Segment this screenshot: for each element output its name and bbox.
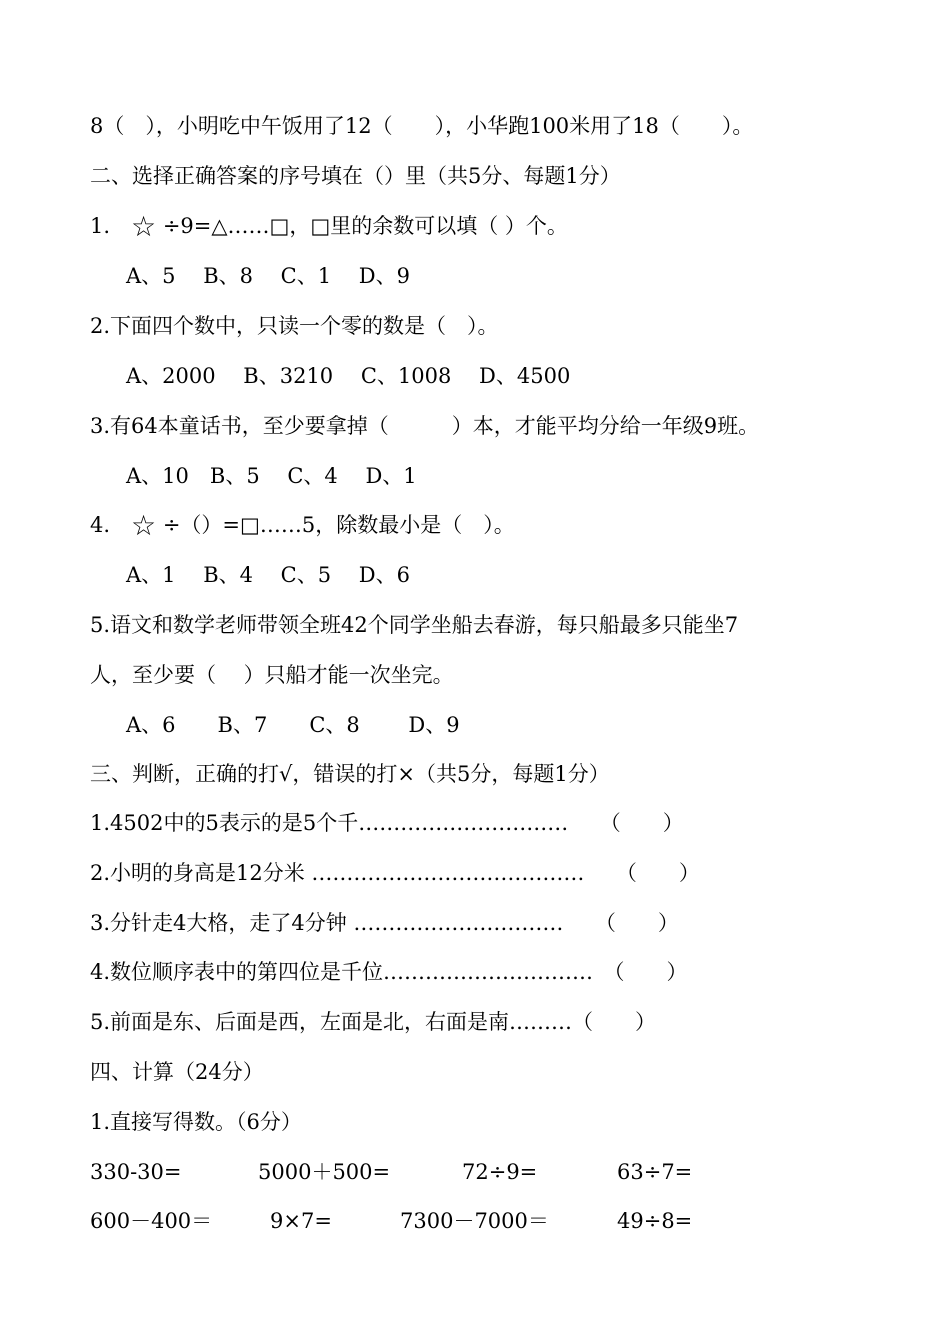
question-1-options: A、5 B、8 C、1 D、9 bbox=[126, 264, 410, 288]
question-2: 2.下面四个数中，只读一个零的数是（ ）。 bbox=[90, 314, 499, 338]
question-1-text: ÷9=△……□，□里的余数可以填（ ）个。 bbox=[156, 214, 568, 238]
judge-1: 1.4502中的5表示的是5个千………………………… （ ） bbox=[90, 811, 684, 835]
calc-row2-item3: 7300－7000＝ bbox=[400, 1209, 549, 1233]
judge-3: 3.分针走4大格，走了4分钟 ………………………… （ ） bbox=[90, 911, 679, 935]
question-3: 3.有64本童话书，至少要拿掉（ ）本，才能平均分给一年级9班。 bbox=[90, 414, 760, 438]
question-5-line-1: 5.语文和数学老师带领全班42个同学坐船去春游，每只船最多只能坐7 bbox=[90, 613, 739, 637]
judge-5: 5.前面是东、后面是西，左面是北，右面是南………（ ） bbox=[90, 1010, 657, 1034]
calc-row2-item1: 600－400＝ bbox=[90, 1209, 213, 1233]
question-1-number: 1. bbox=[90, 214, 132, 238]
question-1 bbox=[90, 211, 568, 242]
calc-title: 1.直接写得数。（6分） bbox=[90, 1110, 302, 1134]
section-2-title: 二、选择正确答案的序号填在（）里（共5分、每题1分） bbox=[90, 164, 621, 188]
star-icon: ☆ bbox=[131, 509, 157, 542]
calc-row1-item3: 72÷9= bbox=[462, 1160, 538, 1184]
section-3-title: 三、判断，正确的打√，错误的打×（共5分，每题1分） bbox=[90, 762, 610, 786]
question-5-options: A、6 B、7 C、8 D、9 bbox=[126, 713, 460, 737]
question-2-options: A、2000 B、3210 C、1008 D、4500 bbox=[126, 364, 571, 388]
question-4-options: A、1 B、4 C、5 D、6 bbox=[126, 563, 410, 587]
question-4-text: ÷（）=□……5，除数最小是（ ）。 bbox=[156, 513, 515, 537]
judge-2: 2.小明的身高是12分米 ………………………………… （ ） bbox=[90, 861, 700, 885]
star-icon: ☆ bbox=[131, 210, 157, 243]
question-4-number: 4. bbox=[90, 513, 132, 537]
line-1: 8（ ），小明吃中午饭用了12（ ），小华跑100米用了18（ ）。 bbox=[90, 114, 754, 138]
calc-row1-item2: 5000＋500= bbox=[258, 1160, 391, 1184]
question-4 bbox=[90, 510, 515, 541]
calc-row1-item1: 330-30= bbox=[90, 1160, 182, 1184]
calc-row2-item4: 49÷8= bbox=[617, 1209, 693, 1233]
section-4-title: 四、计算（24分） bbox=[90, 1060, 264, 1084]
question-3-options: A、10 B、5 C、4 D、1 bbox=[126, 464, 417, 488]
calc-row2-item2: 9×7= bbox=[270, 1209, 332, 1233]
calc-row1-item4: 63÷7= bbox=[617, 1160, 693, 1184]
judge-4: 4.数位顺序表中的第四位是千位………………………… （ ） bbox=[90, 960, 688, 984]
question-5-line-2: 人，至少要（ ）只船才能一次坐完。 bbox=[90, 663, 454, 687]
